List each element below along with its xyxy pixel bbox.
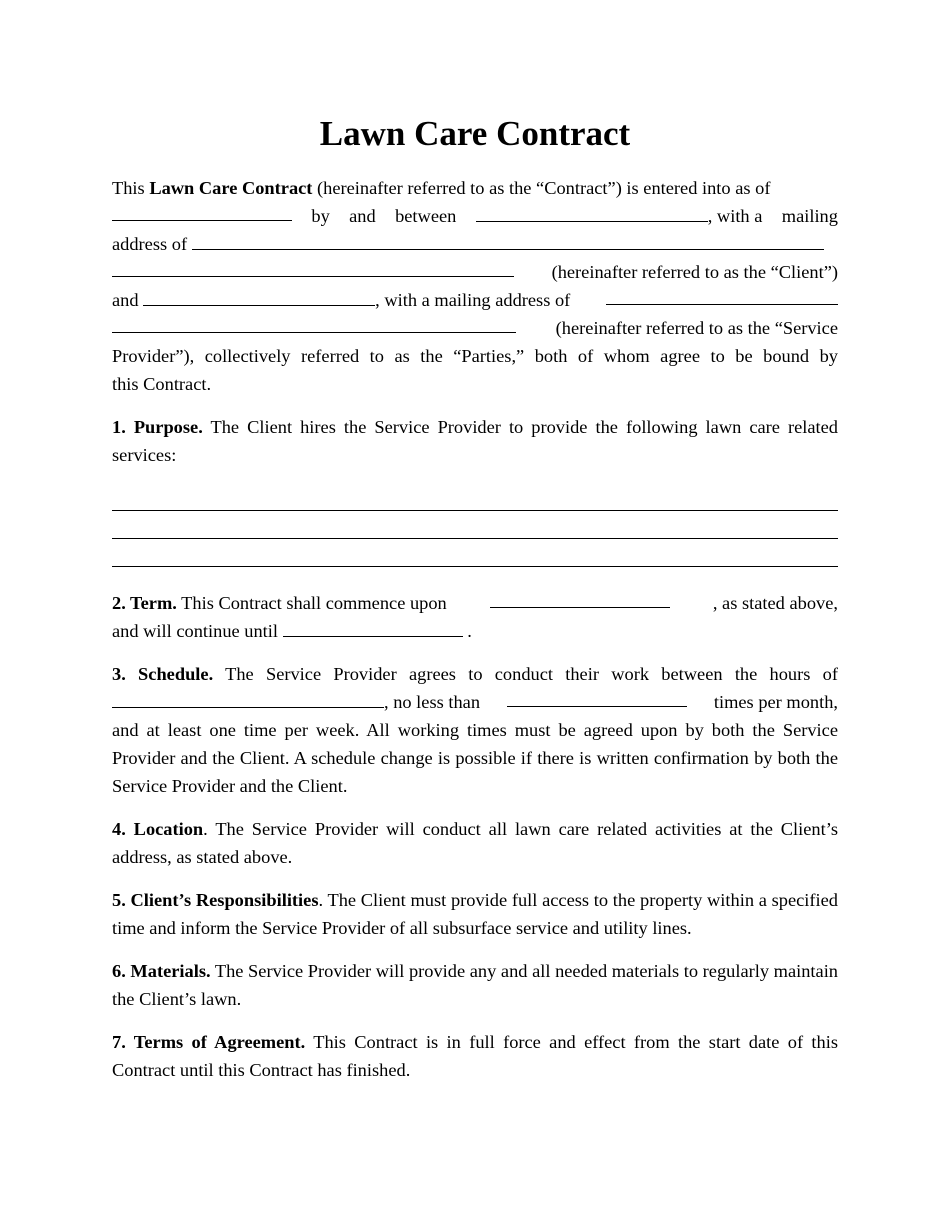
effective-date-blank[interactable] bbox=[112, 202, 292, 221]
intro-by: by bbox=[311, 206, 330, 226]
term-text-a: This Contract shall commence upon bbox=[181, 593, 447, 613]
intro-mailing: mailing bbox=[781, 206, 838, 226]
intro-provider-line: Provider”), collectively referred to as the “Parties,” both of whom agree to be bound by bbox=[112, 346, 838, 366]
location-text: . The Service Provider will conduct all lawn care related activities at the Client’s address, as stated above. bbox=[112, 819, 839, 867]
intro-line-5 bbox=[112, 286, 838, 314]
client-address-blank-1[interactable] bbox=[192, 231, 824, 250]
hours-blank[interactable] bbox=[112, 689, 384, 708]
schedule-line-1 bbox=[112, 660, 838, 688]
intro-line-7 bbox=[112, 342, 838, 370]
schedule-text-b: , no less than bbox=[384, 692, 481, 712]
term-text-d: . bbox=[467, 621, 472, 641]
location-heading: 4. Location bbox=[112, 819, 204, 839]
services-blank-1[interactable] bbox=[112, 483, 838, 511]
intro-line-6 bbox=[112, 314, 838, 342]
schedule-line-2 bbox=[112, 688, 838, 716]
section-responsibilities bbox=[112, 886, 838, 942]
section-purpose bbox=[112, 413, 838, 469]
schedule-text-d: and at least one time per week. All working times must be agreed upon by both the Service Provider and the Client. A schedule change is possible if there is written confirmation by both the Service Provider and the Client. bbox=[112, 720, 838, 796]
intro-and-2: and bbox=[112, 290, 139, 310]
term-text-c: and will continue until bbox=[112, 621, 279, 641]
intro-and: and bbox=[349, 206, 376, 226]
provider-name-blank[interactable] bbox=[143, 287, 375, 306]
intro-line-3 bbox=[112, 230, 838, 258]
client-address-blank-2[interactable] bbox=[112, 258, 514, 277]
services-blank-3[interactable] bbox=[112, 539, 838, 567]
term-line-1 bbox=[112, 589, 838, 617]
section-terms-of-agreement bbox=[112, 1028, 838, 1084]
intro-line-4 bbox=[112, 258, 838, 286]
schedule-text-a: The Service Provider agrees to conduct their work between the hours of bbox=[225, 664, 838, 684]
purpose-text: The Client hires the Service Provider to provide the following lawn care related services: bbox=[112, 417, 839, 465]
intro-this: This bbox=[112, 178, 145, 198]
times-per-month-blank[interactable] bbox=[507, 688, 687, 707]
section-materials bbox=[112, 957, 838, 1013]
intro-this-contract: this Contract. bbox=[112, 374, 212, 394]
intro-sp-ref: (hereinafter referred to as the “Service bbox=[555, 318, 838, 338]
section-term bbox=[112, 589, 838, 645]
purpose-heading: 1. Purpose. bbox=[112, 417, 203, 437]
terms-heading: 7. Terms of Agreement. bbox=[112, 1032, 306, 1052]
responsibilities-heading: 5. Client’s Responsibilities bbox=[112, 890, 319, 910]
intro-client-ref: (hereinafter referred to as the “Client”) bbox=[551, 262, 838, 282]
materials-heading: 6. Materials. bbox=[112, 961, 211, 981]
terms-text: This Contract is in full force and effect from the start date of this Contract until this Contract has finished. bbox=[112, 1032, 839, 1080]
intro-contract-name: Lawn Care Contract bbox=[149, 178, 313, 198]
section-location bbox=[112, 815, 838, 871]
schedule-text-c: times per month, bbox=[713, 692, 838, 712]
intro-address-of: address of bbox=[112, 234, 188, 254]
intro-with-mailing: , with a mailing address of bbox=[375, 290, 571, 310]
intro-line-1 bbox=[112, 174, 838, 202]
intro-paragraph bbox=[112, 174, 838, 398]
end-date-blank[interactable] bbox=[283, 618, 463, 637]
intro-hereinafter: (hereinafter referred to as the “Contract”) is entered into as of bbox=[317, 178, 771, 198]
intro-line-8 bbox=[112, 370, 838, 398]
term-heading: 2. Term. bbox=[112, 593, 177, 613]
provider-address-blank-2[interactable] bbox=[112, 314, 516, 333]
services-lines bbox=[112, 483, 838, 567]
provider-address-blank-1[interactable] bbox=[606, 286, 838, 305]
client-name-blank[interactable] bbox=[476, 203, 708, 222]
intro-between: between bbox=[395, 206, 457, 226]
intro-with-a: , with a bbox=[707, 206, 763, 226]
intro-line-2 bbox=[112, 202, 838, 230]
commence-date-blank[interactable] bbox=[490, 589, 670, 608]
responsibilities-text: . The Client must provide full access to the property within a specified time and inform the Service Provider of all subsurface service and utility lines. bbox=[112, 890, 839, 938]
term-text-b: , as stated above, bbox=[712, 593, 838, 613]
section-schedule bbox=[112, 660, 838, 800]
document-title: Lawn Care Contract bbox=[319, 114, 631, 153]
term-line-2 bbox=[112, 617, 838, 645]
schedule-heading: 3. Schedule. bbox=[112, 664, 214, 684]
materials-text: The Service Provider will provide any and all needed materials to regularly maintain the Client’s lawn. bbox=[112, 961, 839, 1009]
services-blank-2[interactable] bbox=[112, 511, 838, 539]
